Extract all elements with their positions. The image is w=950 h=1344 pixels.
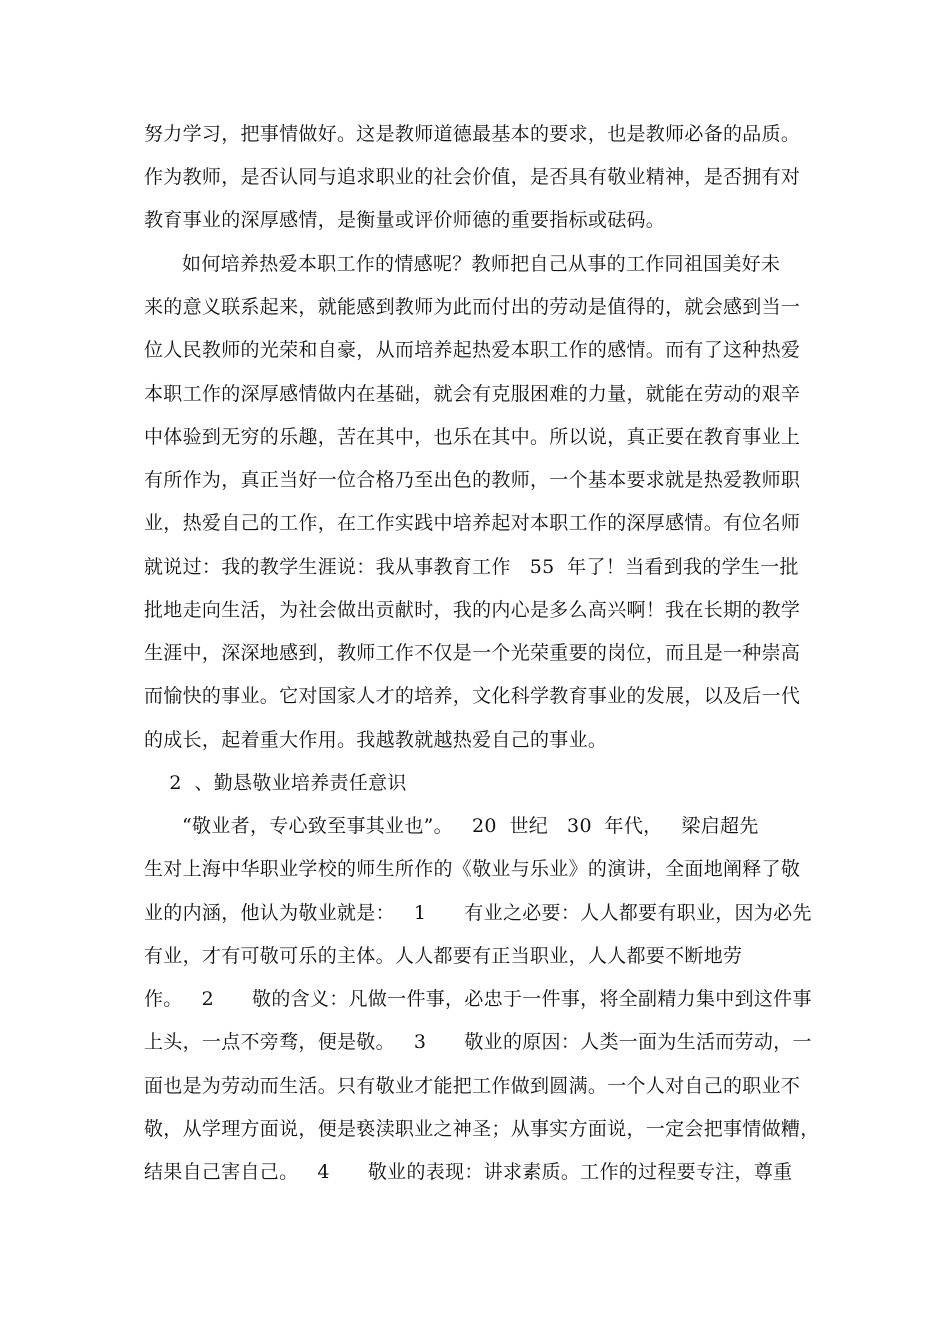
- text-line: 本职工作的深厚感情做内在基础，就会有克服困难的力量，就能在劳动的艰辛: [144, 383, 801, 405]
- text-line: 面也是为劳动而生活。只有敬业才能把工作做到圆满。一个人对自己的职业不: [144, 1075, 801, 1097]
- paragraph-start-line: “敬业者，专心致至事其业也”。 20 世纪 30 年代， 梁启超先: [144, 815, 759, 837]
- text-line: 业，热爱自己的工作，在工作实践中培养起对本职工作的深厚感情。有位名师: [144, 512, 801, 534]
- text-line: 有业，才有可敬可乐的主体。人人都要有正当职业，人人都要不断地劳: [144, 945, 743, 967]
- text-line: 生涯中，深深地感到，教师工作不仅是一个光荣重要的岗位，而且是一种崇高: [144, 642, 801, 664]
- paragraph-start-line: 如何培养热爱本职工作的情感呢？教师把自己从事的工作同祖国美好未: [144, 253, 781, 275]
- text-line: 努力学习，把事情做好。这是教师道德最基本的要求，也是教师必备的品质。: [144, 123, 801, 145]
- text-line: 位人民教师的光荣和自豪，从而培养起热爱本职工作的感情。而有了这种热爱: [144, 339, 801, 361]
- text-line: 上头，一点不旁骛，便是敬。 3 敬业的原因：人类一面为生活而劳动，一: [144, 1031, 812, 1053]
- text-line: 作。 2 敬的含义：凡做一件事，必忠于一件事，将全副精力集中到这件事: [144, 988, 812, 1010]
- section-heading: 2 、勤恳敬业培养责任意识: [144, 772, 407, 794]
- text-line: 生对上海中华职业学校的师生所作的《敬业与乐业》的演讲，全面地阐释了敬: [144, 858, 801, 880]
- text-line: 中体验到无穷的乐趣，苦在其中，也乐在其中。所以说，真正要在教育事业上: [144, 426, 801, 448]
- text-line: 而愉快的事业。它对国家人才的培养，文化科学教育事业的发展，以及后一代: [144, 685, 801, 707]
- text-line: 有所作为，真正当好一位合格乃至出色的教师，一个基本要求就是热爱教师职: [144, 469, 801, 491]
- text-line: 来的意义联系起来，就能感到教师为此而付出的劳动是值得的，就会感到当一: [144, 296, 801, 318]
- text-line: 作为教师，是否认同与追求职业的社会价值，是否具有敬业精神，是否拥有对: [144, 166, 801, 188]
- text-line: 就说过：我的教学生涯说：我从事教育工作 55 年了！当看到我的学生一批: [144, 556, 799, 578]
- text-line: 敬，从学理方面说，便是亵渎职业之神圣；从事实方面说，一定会把事情做糟，: [144, 1118, 820, 1140]
- text-line: 批地走向生活，为社会做出贡献时，我的内心是多么高兴啊！我在长期的教学: [144, 599, 801, 621]
- text-line: 业的内涵，他认为敬业就是： 1 有业之必要：人人都要有职业，因为必先: [144, 902, 812, 924]
- text-line: 教育事业的深厚感情，是衡量或评价师德的重要指标或砝码。: [144, 209, 666, 231]
- text-line: 结果自己害自己。 4 敬业的表现：讲求素质。工作的过程要专注，尊重: [144, 1161, 793, 1183]
- text-line: 的成长，起着重大作用。我越教就越热爱自己的事业。: [144, 729, 608, 751]
